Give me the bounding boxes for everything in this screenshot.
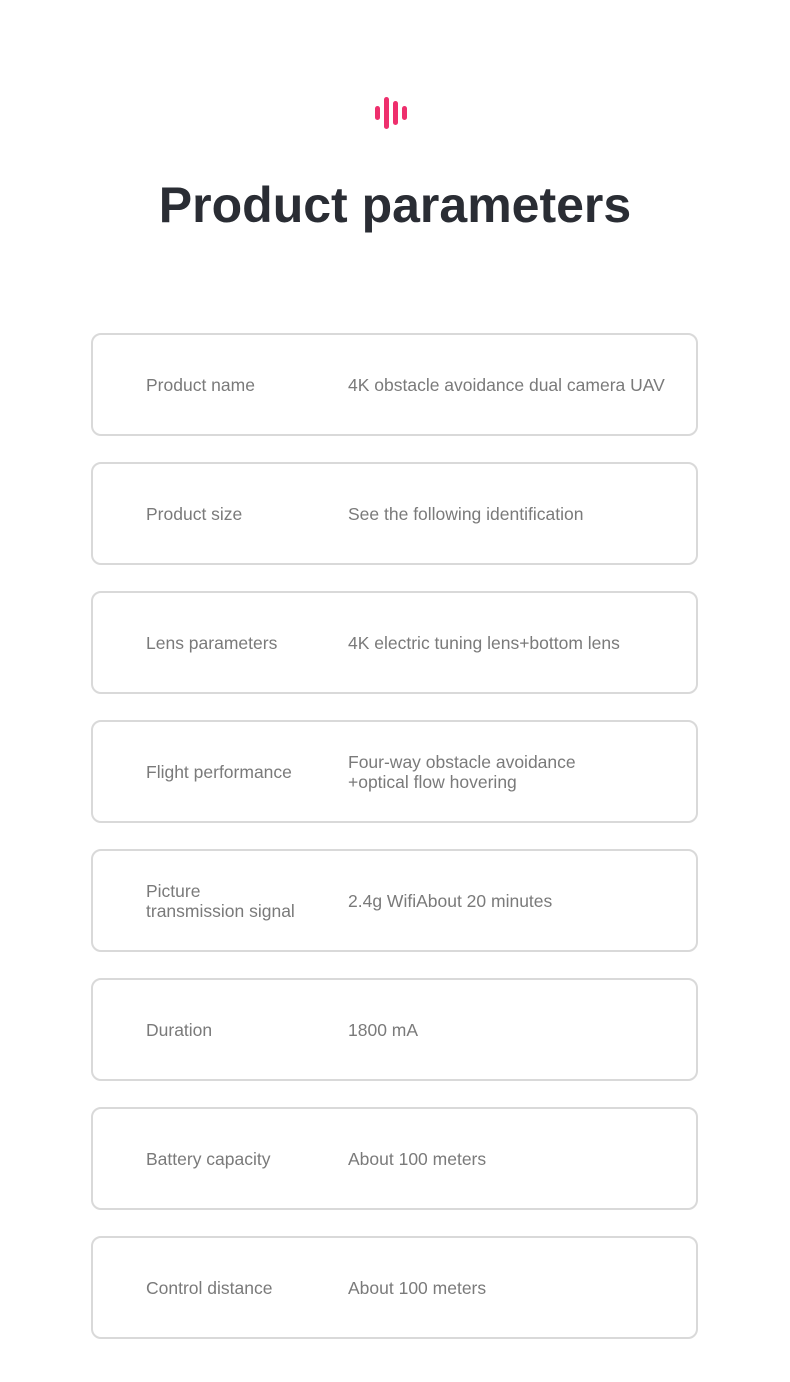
param-row-lens-parameters	[91, 591, 698, 694]
param-value: See the following identification	[348, 503, 584, 524]
param-row-duration	[91, 978, 698, 1081]
param-row-transmission-signal	[91, 849, 698, 952]
param-value: About 100 meters	[348, 1277, 487, 1298]
param-row-product-size	[91, 462, 698, 565]
param-value: About 100 meters	[348, 1148, 487, 1169]
sound-wave-bar	[384, 97, 389, 129]
parameters-list	[91, 333, 698, 1339]
param-label: Product size	[146, 503, 243, 524]
param-row-control-distance	[91, 1236, 698, 1339]
page-title: Product parameters	[158, 177, 632, 233]
param-label: Flight performance	[146, 761, 292, 782]
param-label: Control distance	[146, 1277, 273, 1298]
sound-wave-bar	[402, 106, 407, 120]
param-label: Lens parameters	[146, 632, 278, 653]
param-label: Product name	[146, 374, 255, 395]
param-label: Picture transmission signal	[146, 880, 295, 921]
sound-wave-icon	[375, 97, 415, 129]
param-label: Duration	[146, 1019, 213, 1040]
param-value: Four-way obstacle avoidance +optical flow hovering	[348, 751, 576, 792]
param-value: 1800 mA	[348, 1019, 419, 1040]
param-row-flight-performance	[91, 720, 698, 823]
param-value: 4K electric tuning lens+bottom lens	[348, 632, 620, 653]
param-value: 4K obstacle avoidance dual camera UAV	[348, 374, 665, 395]
sound-wave-bar	[375, 106, 380, 120]
param-label: Battery capacity	[146, 1148, 271, 1169]
sound-wave-bar	[393, 101, 398, 125]
param-value: 2.4g WifiAbout 20 minutes	[348, 890, 553, 911]
param-row-battery-capacity	[91, 1107, 698, 1210]
param-row-product-name	[91, 333, 698, 436]
